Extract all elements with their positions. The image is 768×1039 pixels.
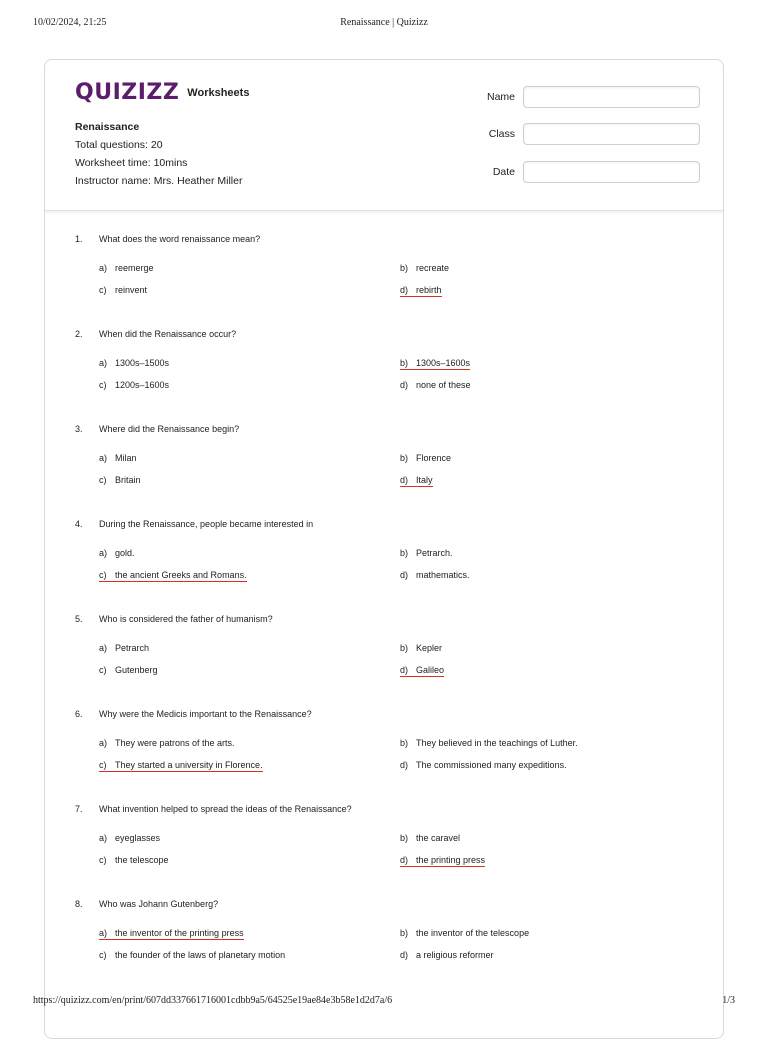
- option-letter: b): [400, 453, 409, 463]
- answer-option-correct: [99, 570, 247, 582]
- option-letter: c): [99, 380, 107, 390]
- option-text: Italy: [416, 475, 433, 485]
- option-letter: d): [400, 475, 409, 485]
- option-text: 1300s–1600s: [416, 358, 471, 368]
- option-text: Britain: [115, 475, 141, 485]
- answer-option: [400, 950, 494, 960]
- answer-option: [400, 453, 451, 463]
- date-field: [475, 161, 700, 183]
- answer-option: [99, 475, 141, 485]
- question-number: 8.: [75, 899, 83, 909]
- option-text: Gutenberg: [115, 665, 158, 675]
- option-letter: d): [400, 760, 409, 770]
- question-number: 6.: [75, 709, 83, 719]
- option-text: a religious reformer: [416, 950, 494, 960]
- option-letter: c): [99, 285, 107, 295]
- page-number: 1/3: [722, 995, 735, 1006]
- option-letter: b): [400, 643, 409, 653]
- option-text: mathematics.: [416, 570, 470, 580]
- option-letter: d): [400, 570, 409, 580]
- option-text: rebirth: [416, 285, 442, 295]
- question-number: 1.: [75, 234, 83, 244]
- option-text: 1200s–1600s: [115, 380, 170, 390]
- option-letter: c): [99, 570, 107, 580]
- question-text: Who is considered the father of humanism?: [99, 614, 273, 624]
- answer-option: [99, 380, 169, 390]
- option-text: Kepler: [416, 643, 443, 653]
- option-text: eyeglasses: [115, 833, 161, 843]
- question-number: 4.: [75, 519, 83, 529]
- option-text: They started a university in Florence.: [115, 760, 263, 770]
- answer-option: [99, 950, 285, 960]
- option-text: the founder of the laws of planetary motion: [115, 950, 286, 960]
- question-text: When did the Renaissance occur?: [99, 329, 237, 339]
- option-letter: b): [400, 548, 409, 558]
- option-letter: c): [99, 950, 107, 960]
- answer-option-correct: [99, 760, 263, 772]
- question-text: What does the word renaissance mean?: [99, 234, 261, 244]
- question-number: 7.: [75, 804, 83, 814]
- date-input[interactable]: [523, 161, 700, 183]
- print-title: Renaissance | Quizizz: [340, 17, 428, 28]
- print-url: https://quizizz.com/en/print/607dd337661716001cdbb9a5/64525e19ae84e3b58e1d2d7a/6: [33, 995, 393, 1006]
- option-letter: b): [400, 358, 409, 368]
- answer-option-correct: [400, 285, 442, 297]
- option-letter: c): [99, 665, 107, 675]
- answer-option-correct: [400, 855, 485, 867]
- option-text: the telescope: [115, 855, 169, 865]
- option-letter: a): [99, 358, 108, 368]
- worksheet-card: [44, 59, 724, 1039]
- option-letter: a): [99, 833, 108, 843]
- option-text: recreate: [416, 263, 450, 273]
- question-text: Where did the Renaissance begin?: [99, 424, 240, 434]
- question-text: What invention helped to spread the ideas of the Renaissance?: [99, 804, 352, 814]
- worksheet-time: Worksheet time: 10mins: [75, 157, 188, 169]
- answer-option: [400, 760, 567, 770]
- option-letter: a): [99, 738, 108, 748]
- answer-option-correct: [99, 928, 244, 940]
- name-input[interactable]: [523, 86, 700, 108]
- option-text: the inventor of the telescope: [416, 928, 530, 938]
- question-text: During the Renaissance, people became interested in: [99, 519, 314, 529]
- option-text: the printing press: [416, 855, 486, 865]
- option-letter: a): [99, 263, 108, 273]
- answer-option: [400, 380, 471, 390]
- answer-option: [99, 358, 169, 368]
- answer-option: [99, 453, 137, 463]
- option-letter: c): [99, 760, 107, 770]
- option-letter: a): [99, 643, 108, 653]
- option-text: reemerge: [115, 263, 154, 273]
- option-text: 1300s–1500s: [115, 358, 170, 368]
- answer-option: [99, 855, 169, 865]
- option-letter: a): [99, 548, 108, 558]
- option-text: none of these: [416, 380, 471, 390]
- option-text: Galileo: [416, 665, 445, 675]
- name-field: [475, 86, 700, 108]
- option-text: the ancient Greeks and Romans.: [115, 570, 247, 580]
- answer-option: [99, 285, 147, 295]
- option-letter: b): [400, 263, 409, 273]
- brand: [75, 80, 249, 105]
- option-letter: a): [99, 453, 108, 463]
- answer-option: [400, 570, 470, 580]
- answer-option: [99, 665, 158, 675]
- option-letter: d): [400, 665, 409, 675]
- option-letter: b): [400, 833, 409, 843]
- option-letter: d): [400, 380, 409, 390]
- option-letter: a): [99, 928, 108, 938]
- option-letter: c): [99, 855, 107, 865]
- option-text: They were patrons of the arts.: [115, 738, 235, 748]
- option-text: Petrarch.: [416, 548, 453, 558]
- answer-option-correct: [400, 665, 444, 677]
- answer-option: [99, 548, 135, 558]
- option-letter: d): [400, 855, 409, 865]
- question-text: Why were the Medicis important to the Renaissance?: [99, 709, 312, 719]
- total-questions: Total questions: 20: [75, 139, 163, 151]
- option-text: Florence: [416, 453, 452, 463]
- answer-option: [99, 263, 154, 273]
- class-field: [475, 123, 700, 145]
- question-number: 3.: [75, 424, 83, 434]
- option-text: The commissioned many expeditions.: [416, 760, 567, 770]
- option-text: the caravel: [416, 833, 461, 843]
- option-letter: c): [99, 475, 107, 485]
- option-letter: d): [400, 950, 409, 960]
- date-label: Date: [492, 166, 515, 178]
- worksheet-header: [45, 60, 723, 211]
- answer-option: [400, 643, 442, 653]
- answer-option: [400, 548, 453, 558]
- option-text: Petrarch: [115, 643, 150, 653]
- quizizz-logo: QUIZIZZ: [75, 80, 180, 105]
- class-input[interactable]: [523, 123, 700, 145]
- instructor-name: Instructor name: Mrs. Heather Miller: [75, 175, 243, 187]
- answer-option: [99, 643, 149, 653]
- answer-option: [400, 833, 460, 843]
- question-text: Who was Johann Gutenberg?: [99, 899, 219, 909]
- question-number: 5.: [75, 614, 83, 624]
- class-label: Class: [488, 128, 515, 140]
- option-text: reinvent: [115, 285, 148, 295]
- option-letter: d): [400, 285, 409, 295]
- worksheet-info: [75, 118, 242, 190]
- option-letter: b): [400, 738, 409, 748]
- worksheets-label: Worksheets: [187, 86, 250, 99]
- option-text: the inventor of the printing press: [115, 928, 244, 938]
- answer-option: [99, 833, 160, 843]
- print-datetime: 10/02/2024, 21:25: [33, 17, 107, 28]
- option-text: They believed in the teachings of Luther.: [416, 738, 578, 748]
- option-letter: b): [400, 928, 409, 938]
- answer-option: [99, 738, 235, 748]
- option-text: gold.: [115, 548, 135, 558]
- answer-option-correct: [400, 358, 470, 370]
- answer-option: [400, 928, 529, 938]
- name-label: Name: [486, 91, 515, 103]
- answer-option-correct: [400, 475, 433, 487]
- answer-option: [400, 263, 449, 273]
- worksheet-title: Renaissance: [75, 121, 140, 133]
- answer-option: [400, 738, 578, 748]
- option-text: Milan: [115, 453, 137, 463]
- question-number: 2.: [75, 329, 83, 339]
